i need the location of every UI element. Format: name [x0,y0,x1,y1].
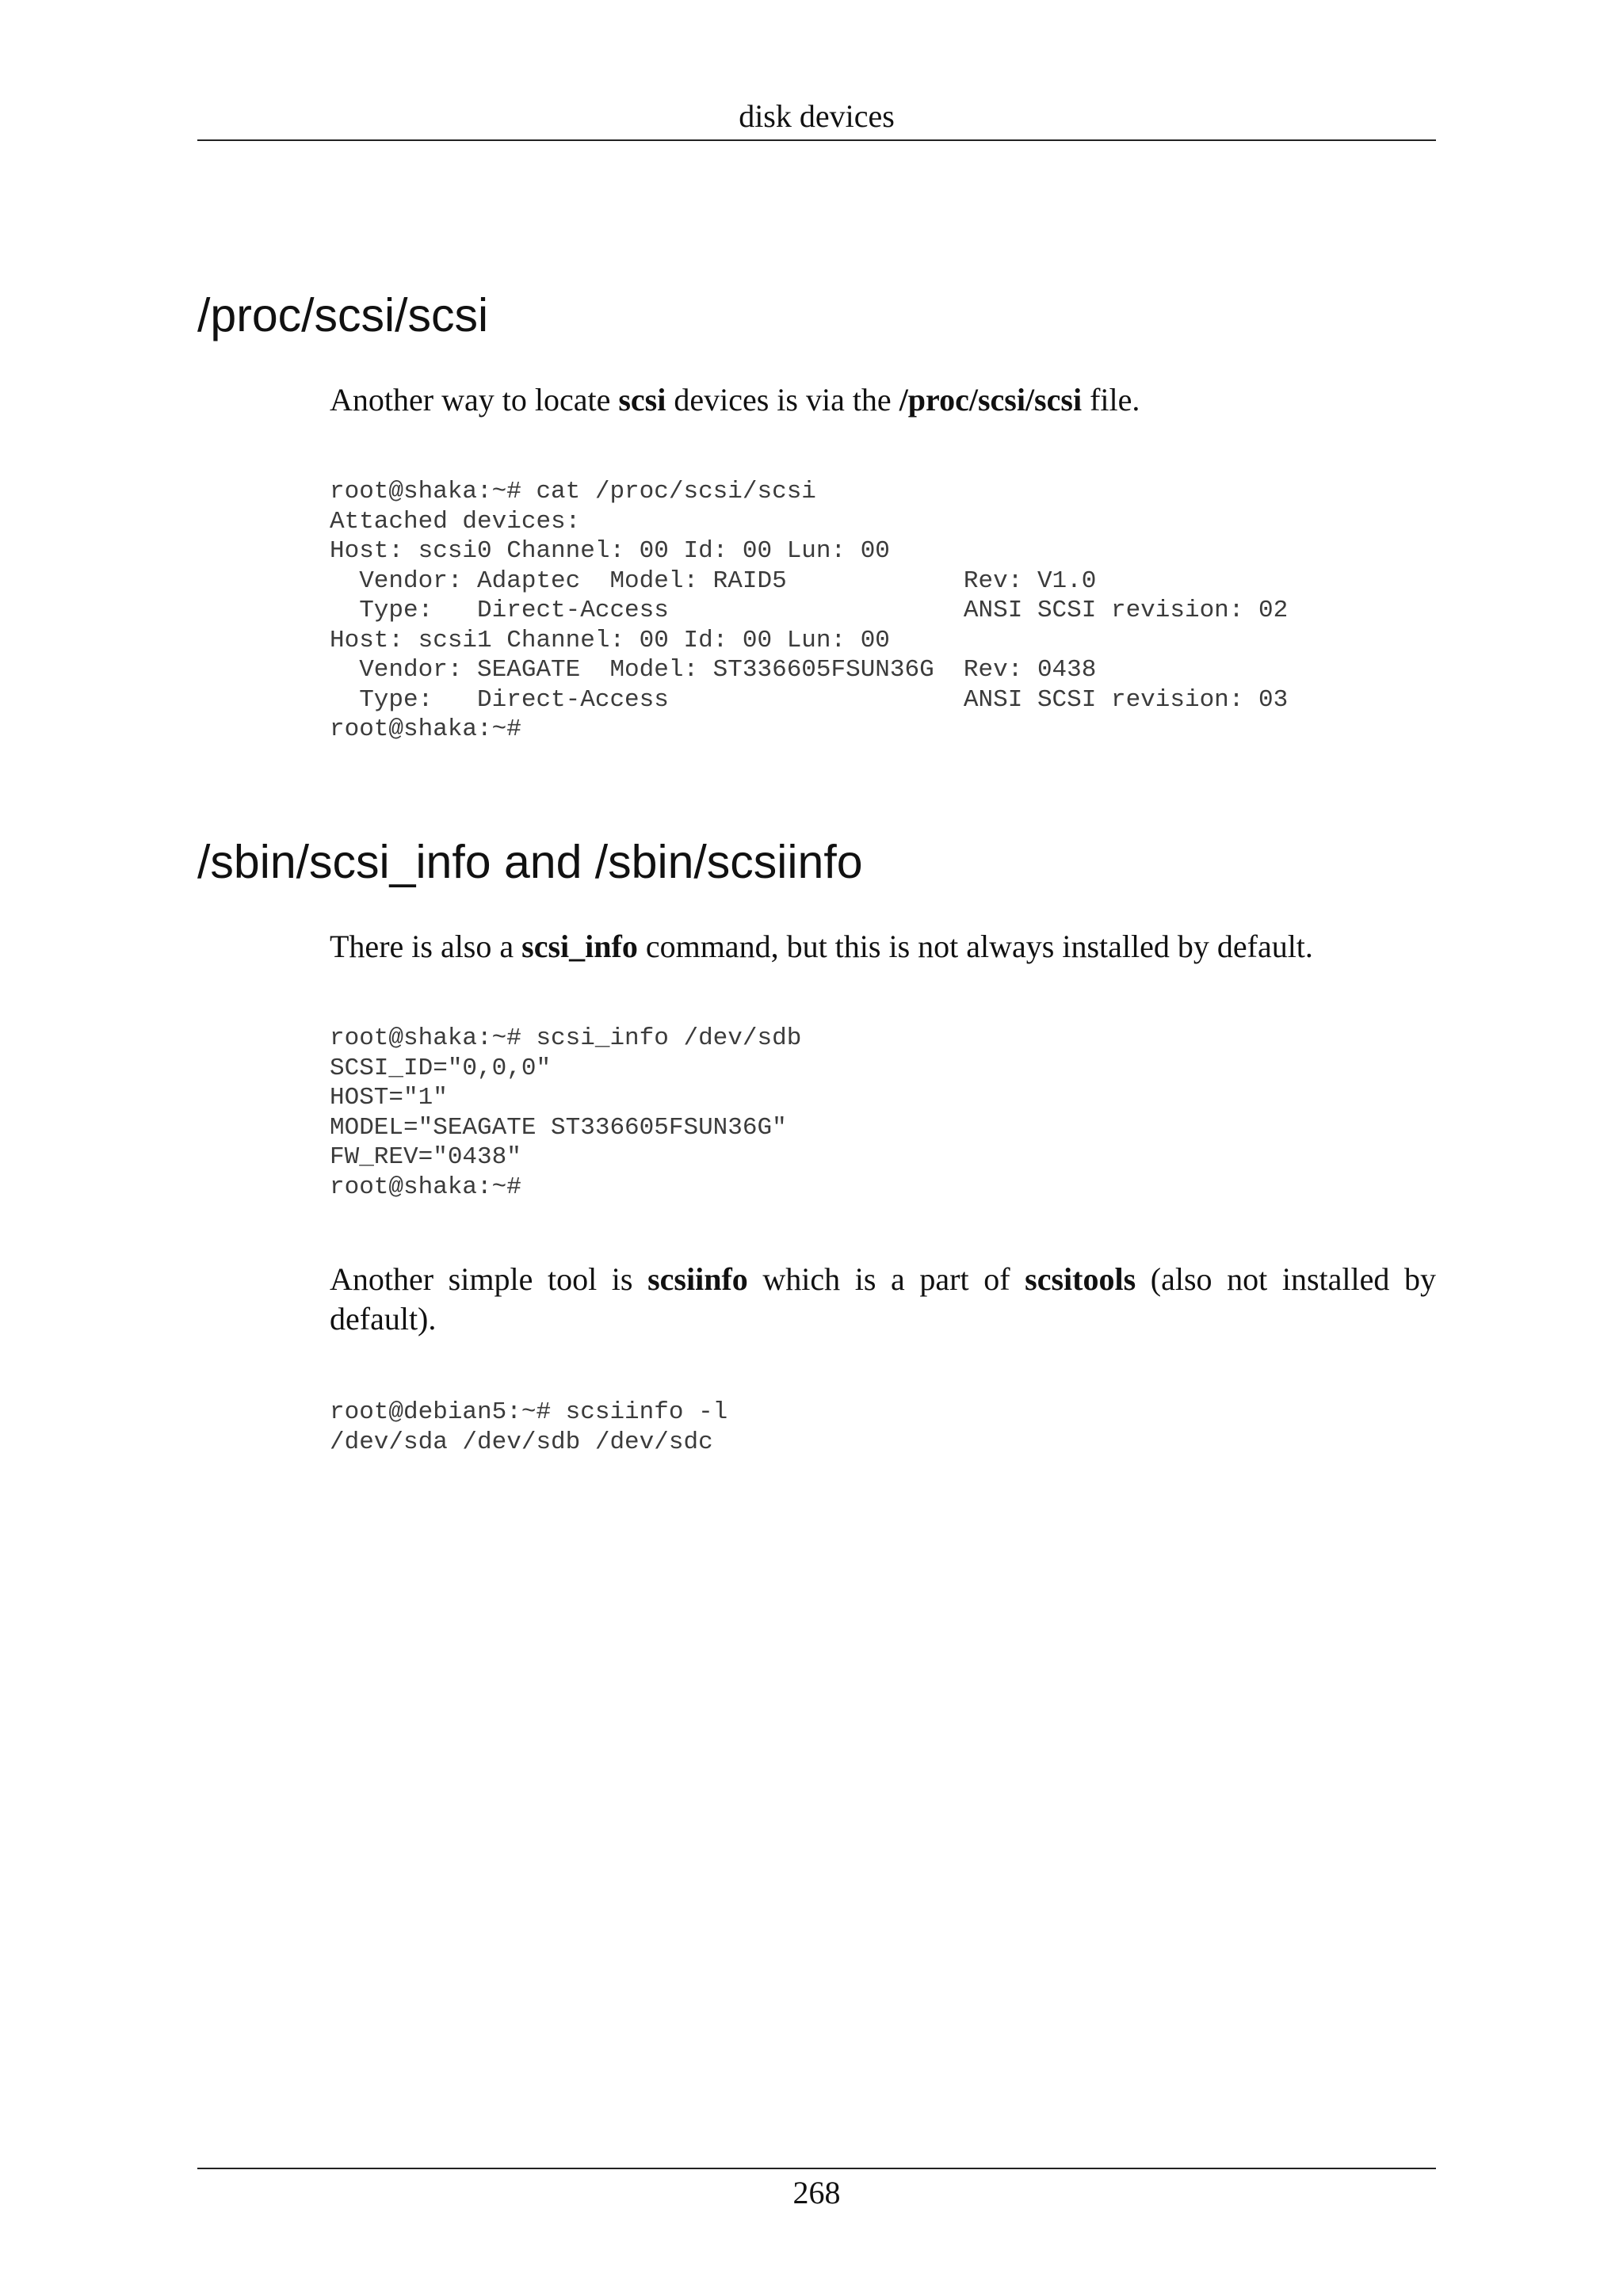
code-line: root@shaka:~# [330,1173,521,1201]
text-run: (also not installed by default). [330,1261,1436,1337]
text-run: There is also a [330,929,522,964]
running-header-title: disk devices [739,98,895,134]
page-number: 268 [792,2175,841,2210]
code-line: root@shaka:~# scsi_info /dev/sdb [330,1024,802,1052]
code-line: Type: Direct-Access ANSI SCSI revision: 03 [330,685,1289,714]
code-line: Host: scsi1 Channel: 00 Id: 00 Lun: 00 [330,626,890,654]
code-line: Attached devices: [330,507,581,536]
bold-term-scsiinfo: scsiinfo [647,1261,748,1297]
bold-term-scsi-info: scsi_info [521,929,638,964]
code-line: root@debian5:~# scsiinfo -l [330,1398,728,1426]
bold-term-proc-scsi-scsi: /proc/scsi/scsi [899,382,1083,418]
code-line: Type: Direct-Access ANSI SCSI revision: 02 [330,597,1289,624]
code-line: SCSI_ID="0,0,0" [330,1054,552,1082]
section-heading-proc-scsi: /proc/scsi/scsi [197,289,489,341]
code-line: /dev/sda /dev/sdb /dev/sdc [330,1428,713,1456]
paragraph-scsi-info-intro [330,927,1436,967]
code-line: root@shaka:~# cat /proc/scsi/scsi [330,478,816,505]
text-run: command, but this is not always installed by default. [637,929,1313,964]
code-line: MODEL="SEAGATE ST336605FSUN36G" [330,1113,787,1142]
text-run: devices is via the [666,382,899,418]
code-block-scsiinfo [330,1398,727,1457]
code-line: FW_REV="0438" [330,1143,521,1171]
code-block-scsi-info [330,1024,801,1202]
code-line: root@shaka:~# [330,715,521,743]
text-run: which is a part of [747,1261,1025,1297]
text-run: Another way to locate [330,382,619,418]
code-line: Host: scsi0 Channel: 00 Id: 00 Lun: 00 [330,537,890,565]
text-run: Another simple tool is [330,1261,648,1297]
code-line: Vendor: SEAGATE Model: ST336605FSUN36G Rev: 0438 [330,656,1097,684]
paragraph-scsiinfo-intro [330,1260,1436,1339]
paragraph-proc-scsi-intro [330,380,1436,420]
running-header [197,92,1436,141]
bold-term-scsi: scsi [618,382,666,418]
bold-term-scsitools: scsitools [1025,1261,1136,1297]
code-block-cat-proc-scsi [330,477,1288,745]
code-line: HOST="1" [330,1084,448,1112]
text-run: file. [1082,382,1140,418]
running-footer [197,2168,1436,2214]
section-heading-sbin-scsi-info: /sbin/scsi_info and /sbin/scsiinfo [197,836,863,888]
code-line: Vendor: Adaptec Model: RAID5 Rev: V1.0 [330,566,1097,595]
